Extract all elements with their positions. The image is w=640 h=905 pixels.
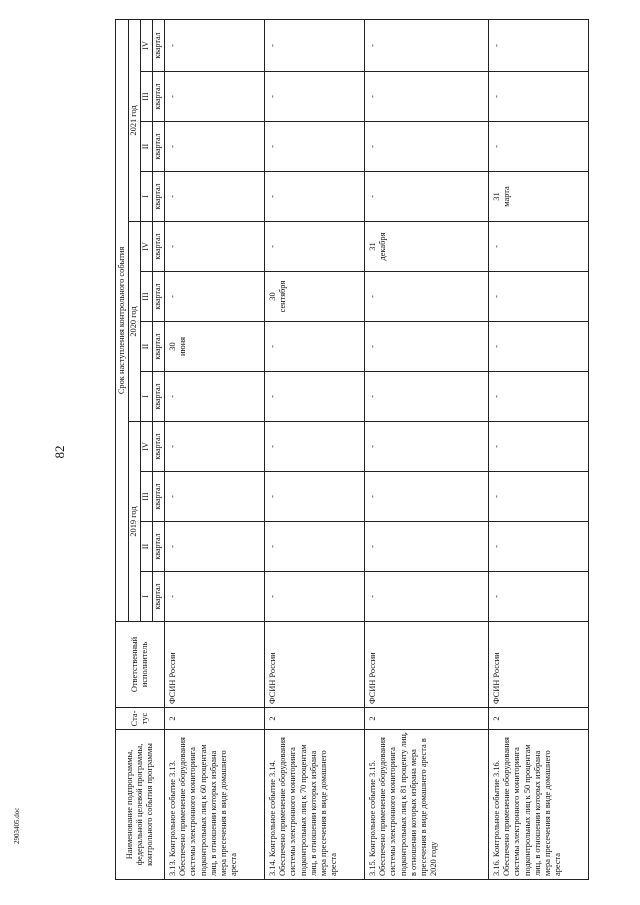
header-quarter-number: IV xyxy=(141,422,153,472)
table-row xyxy=(489,19,589,879)
header-quarter-word: квартал xyxy=(153,422,165,472)
quarter-cell: - xyxy=(489,372,589,422)
header-deadline: Срок наступления контрольного события xyxy=(116,19,129,621)
quarter-cell: - xyxy=(489,72,589,122)
quarter-cell: - xyxy=(489,572,589,622)
event-status: 2 xyxy=(265,708,365,730)
quarter-cell: - xyxy=(489,122,589,172)
header-quarter-number: III xyxy=(141,472,153,522)
quarter-cell: - xyxy=(165,572,265,622)
header-quarter-number: II xyxy=(141,322,153,372)
quarter-cell: - xyxy=(165,272,265,322)
quarter-cell: - xyxy=(265,422,365,472)
event-name: 3.14. Контрольное событие 3.14. Обеспечено применение оборудования системы электронного мониторинга подконтрольных лиц к 70 процентам лиц, в отношении которых избрана мера пресечения в виде домашнего ареста xyxy=(265,730,365,880)
table-row xyxy=(165,19,265,879)
quarter-cell: - xyxy=(265,472,365,522)
event-responsible: ФСИН России xyxy=(365,622,489,708)
quarter-cell: - xyxy=(365,522,489,572)
quarter-cell: - xyxy=(165,172,265,222)
quarter-cell: - xyxy=(265,222,365,272)
quarter-cell: - xyxy=(265,172,365,222)
quarter-cell: - xyxy=(265,372,365,422)
footer-filename: 2903405.doc xyxy=(13,807,21,844)
quarter-cell: 30 июня xyxy=(165,322,265,372)
quarter-cell: - xyxy=(489,272,589,322)
quarter-cell: - xyxy=(365,272,489,322)
control-events-table xyxy=(115,19,589,880)
quarter-cell: - xyxy=(489,422,589,472)
header-quarter-word: квартал xyxy=(153,522,165,572)
quarter-cell: - xyxy=(265,572,365,622)
header-quarter-word: квартал xyxy=(153,19,165,71)
quarter-cell: - xyxy=(365,322,489,372)
quarter-cell: 31 марта xyxy=(489,172,589,222)
header-quarter-word: квартал xyxy=(153,472,165,522)
quarter-cell: - xyxy=(165,372,265,422)
header-quarter-word: квартал xyxy=(153,222,165,272)
quarter-cell: - xyxy=(165,472,265,522)
header-quarter-number: II xyxy=(141,122,153,172)
page-number: 82 xyxy=(52,445,67,459)
quarter-cell: - xyxy=(265,72,365,122)
quarter-cell: - xyxy=(265,122,365,172)
header-year: 2019 год xyxy=(129,422,141,622)
quarter-cell: - xyxy=(365,172,489,222)
table-row xyxy=(265,19,365,879)
quarter-cell: - xyxy=(365,572,489,622)
event-name: 3.13. Контрольное событие 3.13. Обеспечено применение оборудования системы электронного мониторинга подконтрольных лиц к 60 процентам лиц, в отношении которых избрана мера пресечения в виде домашнего ареста xyxy=(165,730,265,880)
quarter-cell: - xyxy=(365,372,489,422)
quarter-cell: - xyxy=(489,222,589,272)
quarter-cell: - xyxy=(365,72,489,122)
quarter-cell: - xyxy=(165,122,265,172)
quarter-cell: - xyxy=(365,19,489,71)
header-quarter-word: квартал xyxy=(153,572,165,622)
quarter-cell: - xyxy=(265,322,365,372)
header-responsible: Ответственный исполнитель xyxy=(116,622,165,708)
quarter-cell: - xyxy=(489,19,589,71)
header-quarter-word: квартал xyxy=(153,372,165,422)
header-quarter-word: квартал xyxy=(153,72,165,122)
quarter-cell: - xyxy=(165,19,265,71)
header-year: 2020 год xyxy=(129,222,141,422)
header-quarter-word: квартал xyxy=(153,122,165,172)
header-quarter-number: III xyxy=(141,272,153,322)
quarter-cell: - xyxy=(265,19,365,71)
event-name: 3.16. Контрольное событие 3.16. Обеспечено применение оборудования системы электронного мониторинга подконтрольных лиц к 50 процентам лиц, в отношении которых избрана мера пресечения в виде домашнего ареста xyxy=(489,730,589,880)
rotated-table-container xyxy=(115,20,640,880)
header-quarter-number: II xyxy=(141,522,153,572)
header-quarter-word: квартал xyxy=(153,272,165,322)
quarter-cell: - xyxy=(489,472,589,522)
quarter-cell: - xyxy=(365,422,489,472)
quarter-cell: - xyxy=(165,522,265,572)
quarter-cell: 31 декабря xyxy=(365,222,489,272)
event-status: 2 xyxy=(365,708,489,730)
header-status: Ста-тус xyxy=(116,708,165,730)
quarter-cell: - xyxy=(265,522,365,572)
header-name: Наименование подпрограммы, федеральной целевой программы, контрольного события программы xyxy=(116,730,165,880)
quarter-cell: - xyxy=(489,522,589,572)
quarter-cell: - xyxy=(365,472,489,522)
header-quarter-number: IV xyxy=(141,222,153,272)
event-status: 2 xyxy=(165,708,265,730)
header-quarter-number: IV xyxy=(141,19,153,71)
event-name: 3.15. Контрольное событие 3.15. Обеспечено применение оборудования системы электронного мониторинга подконтрольных лиц к 81 проценту лиц, в отношении которых избрана мера пресечения в виде домашнего ареста в 2020 году xyxy=(365,730,489,880)
event-responsible: ФСИН России xyxy=(265,622,365,708)
quarter-cell: - xyxy=(165,422,265,472)
header-quarter-number: I xyxy=(141,372,153,422)
event-status: 2 xyxy=(489,708,589,730)
header-year: 2021 год xyxy=(129,19,141,221)
header-quarter-word: квартал xyxy=(153,172,165,222)
event-responsible: ФСИН России xyxy=(489,622,589,708)
header-quarter-number: III xyxy=(141,72,153,122)
event-responsible: ФСИН России xyxy=(165,622,265,708)
header-quarter-number: I xyxy=(141,172,153,222)
quarter-cell: - xyxy=(165,222,265,272)
table-row xyxy=(365,19,489,879)
quarter-cell: - xyxy=(489,322,589,372)
header-quarter-number: I xyxy=(141,572,153,622)
quarter-cell: 30 сентября xyxy=(265,272,365,322)
quarter-cell: - xyxy=(165,72,265,122)
header-quarter-word: квартал xyxy=(153,322,165,372)
quarter-cell: - xyxy=(365,122,489,172)
